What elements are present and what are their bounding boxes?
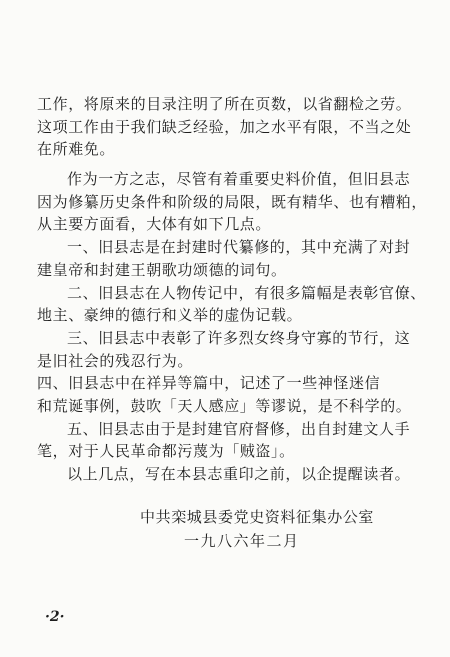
text-line: 因为修纂历史条件和阶级的局限，既有精华、也有糟粕， <box>37 192 428 211</box>
text-line: 以上几点，写在本县志重印之前，以企提醒读者。 <box>67 465 411 483</box>
text-line: 一、旧县志是在封建时代纂修的，其中充满了对封 <box>67 238 411 257</box>
text-line: 建皇帝和封建王朝歌功颂德的词句。 <box>37 260 287 279</box>
signature-date: 一九八六年二月 <box>184 532 300 550</box>
text-line: 四、旧县志中在祥异等篇中，记述了一些神怪迷信 <box>37 374 381 393</box>
text-line: 地主、豪绅的德行和义举的虚伪记载。 <box>37 306 303 325</box>
text-line: 工作，将原来的目录注明了所在页数，以省翻检之劳。 <box>37 95 412 113</box>
text-line: 和荒诞事例，鼓吹「天人感应」等谬说，是不科学的。 <box>37 396 412 415</box>
text-line: 三、旧县志中表彰了许多烈女终身守寡的节行，这 <box>67 328 411 347</box>
text-line: 从主要方面看，大体有如下几点。 <box>37 215 272 234</box>
text-line: 在所难免。 <box>37 140 116 159</box>
text-line: 这项工作由于我们缺乏经验，加之水平有限，不当之处 <box>37 117 412 136</box>
text-line: 五、旧县志由于是封建官府督修，出自封建文人手 <box>67 419 411 438</box>
page-number: ·2· <box>45 609 65 625</box>
text-line: 作为一方之志，尽管有着重要史料价值，但旧县志 <box>67 170 411 189</box>
signature-organization: 中共栾城县委党史资料征集办公室 <box>140 508 375 526</box>
text-line: 二、旧县志在人物传记中，有很多篇幅是表彰官僚、 <box>67 283 426 302</box>
body-text <box>37 93 428 486</box>
text-line: 笔，对于人民革命都污蔑为「贼盗」。 <box>37 442 295 461</box>
text-line: 是旧社会的残忍行为。 <box>37 351 194 370</box>
